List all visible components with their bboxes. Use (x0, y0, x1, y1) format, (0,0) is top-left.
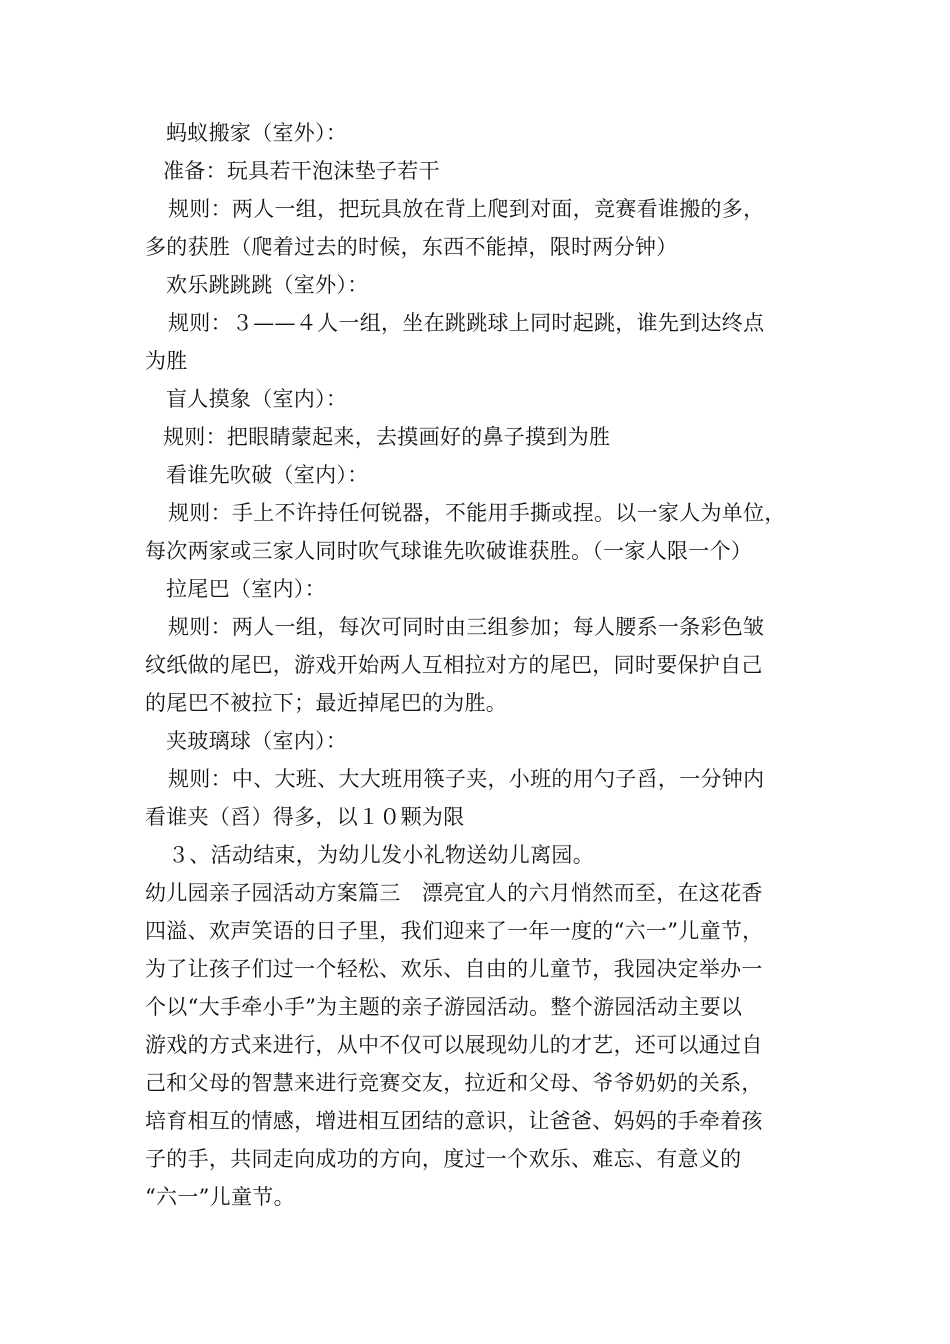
text-line: 四溢、欢声笑语的日子里，我们迎来了一年一度的“六一”儿童节， (145, 919, 764, 943)
text-line: 准备：玩具若干泡沫垫子若干 (163, 159, 440, 183)
text-line: 拉尾巴（室内）： (166, 577, 326, 601)
text-line: 欢乐跳跳跳（室外）： (166, 273, 369, 297)
text-line: 看谁夹（舀）得多，以１０颗为限 (145, 805, 465, 829)
text-line: 子的手，共同走向成功的方向，度过一个欢乐、难忘、有意义的 (145, 1147, 742, 1171)
text-line: 培育相互的情感，增进相互团结的意识，让爸爸、妈妈的手牵着孩 (145, 1109, 763, 1133)
text-line: 规则：把眼睛蒙起来，去摸画好的鼻子摸到为胜 (163, 425, 611, 449)
text-line: 为了让孩子们过一个轻松、欢乐、自由的儿童节，我园决定举办一 (145, 957, 763, 981)
text-line: 己和父母的智慧来进行竞赛交友，拉近和父母、爷爷奶奶的关系， (145, 1071, 763, 1095)
text-line: 规则：两人一组，把玩具放在背上爬到对面，竞赛看谁搬的多， (168, 197, 765, 221)
text-line: “六一”儿童节。 (145, 1185, 295, 1209)
text-line: 规则：两人一组，每次可同时由三组参加；每人腰系一条彩色皱 (168, 615, 765, 639)
text-line: 规则：手上不许持任何锐器，不能用手撕或捏。以一家人为单位， (168, 501, 786, 525)
text-line: 的尾巴不被拉下；最近掉尾巴的为胜。 (145, 691, 508, 715)
text-line: 看谁先吹破（室内）： (166, 463, 369, 487)
text-line: 为胜 (145, 349, 188, 373)
text-line: 每次两家或三家人同时吹气球谁先吹破谁获胜。（一家人限一个） (145, 539, 753, 563)
text-line: 蚂蚁搬家（室外）： (166, 121, 348, 145)
text-line: ３、活动结束，为幼儿发小礼物送幼儿离园。 (168, 843, 594, 867)
text-line: 盲人摸象（室内）： (166, 387, 348, 411)
document-body (145, 114, 825, 1216)
text-line: 个以“大手牵小手”为主题的亲子游园活动。整个游园活动主要以 (145, 995, 743, 1019)
text-line: 幼儿园亲子园活动方案篇三 漂亮宜人的六月悄然而至，在这花香 (145, 881, 763, 905)
text-line: 夹玻璃球（室内）： (166, 729, 348, 753)
text-line: 规则：３——４人一组，坐在跳跳球上同时起跳，谁先到达终点 (168, 311, 765, 335)
text-line: 规则：中、大班、大大班用筷子夹，小班的用勺子舀，一分钟内 (168, 767, 765, 791)
text-line: 多的获胜（爬着过去的时候，东西不能掉，限时两分钟） (145, 235, 678, 259)
text-line: 游戏的方式来进行，从中不仅可以展现幼儿的才艺，还可以通过自 (145, 1033, 763, 1057)
text-line: 纹纸做的尾巴，游戏开始两人互相拉对方的尾巴，同时要保护自己 (145, 653, 763, 677)
